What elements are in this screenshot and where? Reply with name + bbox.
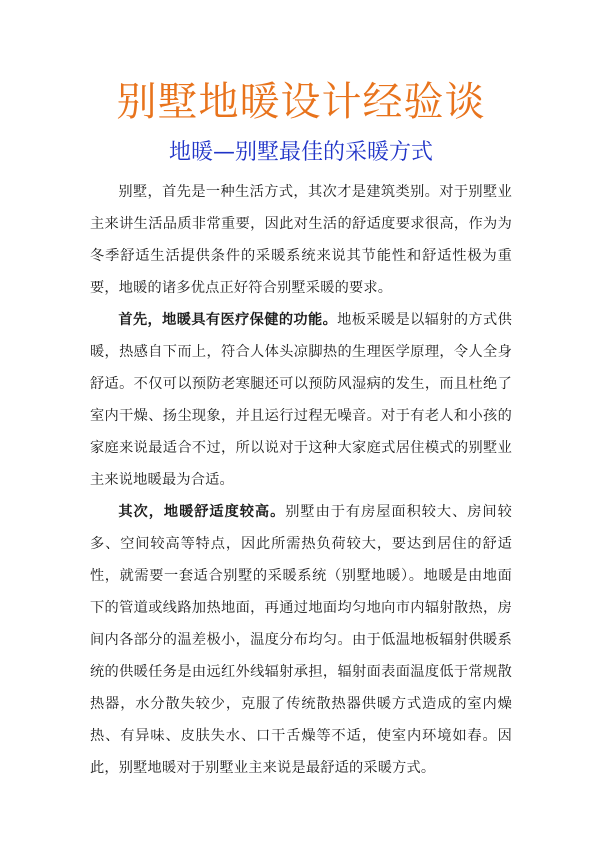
paragraph-comfort [90,496,512,784]
document-subtitle: 地暖—别墅最佳的采暖方式 [168,140,433,165]
paragraph-health [90,304,512,496]
paragraph-comfort-text: 别墅由于有房屋面积较大、房间较多、空间较高等特点，因此所需热负荷较大，要达到居住的舒适性，就需要一套适合别墅的采暖系统（别墅地暖）。地暖是由地面下的管道或线路加热地面，再通过地面均匀地向市内辐射散热，房间内各部分的温差极小，温度分布均匀。由于低温地板辐射供暖系统的供暖任务是由远红外线辐射承担，辐射面表面温度低于常规散热器，水分散失较少，克服了传统散热器供暖方式造成的室内燥热、有异味、皮肤失水、口干舌燥等不适，使室内环境如春。因此，别墅地暖对于别墅业主来说是最舒适的采暖方式。 [90,504,512,776]
paragraph-intro-text: 别墅，首先是一种生活方式，其次才是建筑类别。对于别墅业主来讲生活品质非常重要，因此对生活的舒适度要求很高，作为为冬季舒适生活提供条件的采暖系统来说其节能性和舒适性极为重要，地暖的诸多优点正好符合别墅采暖的要求。 [90,184,512,296]
paragraph-comfort-lead: 其次，地暖舒适度较高。 [118,504,286,520]
document-title: 别墅地暖设计经验谈 [116,79,486,125]
paragraph-health-lead: 首先，地暖具有医疗保健的功能。 [118,312,338,328]
paragraph-health-text: 地板采暖是以辐射的方式供暖，热感自下而上，符合人体头凉脚热的生理医学原理，令人全身舒适。不仅可以预防老寒腿还可以预防风湿病的发生，而且杜绝了室内干燥、扬尘现象，并且运行过程无噪音。对于有老人和小孩的家庭来说最适合不过，所以说对于这种大家庭式居住模式的别墅业主来说地暖最为合适。 [90,312,512,488]
paragraph-intro [90,176,512,304]
